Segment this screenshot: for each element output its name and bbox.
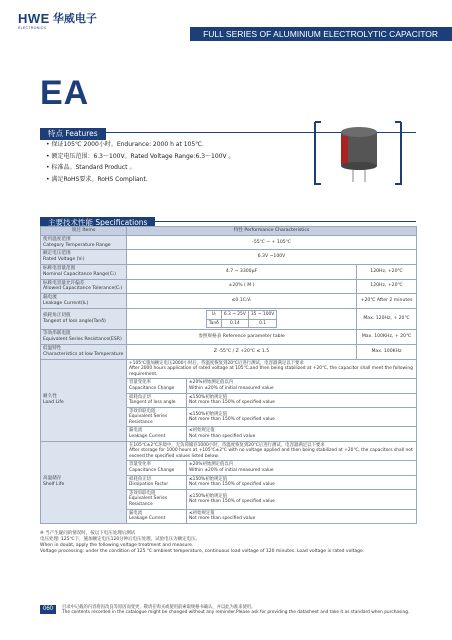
shelf-life-desc: 在105℃±2℃环境中，无负荷储存1000小时，待温度恢复到20℃后进行测试，电容器满足以下要求 After storage for 1000 hours at +105℃±2℃ with no voltage applied and then being stabilized at +20℃, the capacitors shall not exceed the specified values listed below. — [127, 441, 417, 461]
life-item: 等效串联电阻 Equivalent Series Resistance — [127, 489, 187, 509]
table-header-row — [41, 227, 417, 236]
row-label: 标称电容量范围 Nominal Capacitance Range(Cᵣ) — [41, 264, 127, 279]
row-condition: 120Hz, +20℃ — [357, 279, 417, 294]
inner-cell: 6.3 ~ 25V — [221, 310, 248, 319]
footer-text — [62, 605, 409, 615]
row-condition: Max. 100KHz, + 20℃ — [357, 330, 417, 345]
feature-item: • 标准品。Standard Product 。 — [46, 162, 234, 174]
row-value: 参照规格表 Reference parameter table — [127, 330, 357, 345]
footer-text-cn: 目录中记载的内容将因改良等原因而变更，敬请在购买或使用前索取规格书确认，并以此为准来使用。 — [62, 605, 256, 610]
spec-table — [40, 226, 417, 524]
specs-heading: 主要技术性能 Specifications — [40, 217, 155, 229]
row-label: 等效串联电阻 Equivalent Series Resistance(ESR) — [41, 330, 127, 345]
life-item: 损耗角正切 Tangent of loss angle — [127, 393, 187, 407]
col-char-header: 特性 Performance Characteristics — [127, 227, 417, 236]
table-row — [41, 344, 417, 359]
table-row — [41, 279, 417, 294]
load-life-desc: +105℃施加额定电压2000小时后，待温度恢复到20℃后进行测试，电容器满足以下要求 After 2000 hours application of rated voltage at 105℃,and then being stabilized at +20℃, the capacitor shall meet the following requirement. — [127, 359, 417, 379]
table-row — [41, 294, 417, 309]
table-row — [41, 308, 417, 330]
brand-sub: ELECTRONICS — [18, 26, 47, 30]
table-row — [41, 250, 417, 265]
row-value: Z -55℃ / Z +20℃ ≤ 1.5 — [127, 344, 357, 359]
note-line: Voltage processing: under the condition of 125 ℃ ambient temperature, continuous load voltage of 120 minutes. Load voltage is rated voltage. — [40, 549, 365, 554]
life-item: 损耗角正切 Dissipation Factor — [127, 475, 187, 489]
row-condition: +20℃ After 2 minutes — [357, 294, 417, 309]
inner-cell: 0.1 — [248, 319, 276, 328]
life-value: ≤150%初始规定值 Not more than 150% of specified value — [187, 407, 417, 427]
row-value — [127, 308, 357, 330]
spec-table-wrap — [40, 226, 416, 524]
features-heading: 特点 Features — [40, 128, 106, 140]
row-value: -55℃ ~ + 105℃ — [127, 235, 417, 250]
row-condition: Max. 100KHz — [357, 344, 417, 359]
inner-cell: 0.14 — [221, 319, 248, 328]
inner-cell: 35 ~ 100V — [248, 310, 276, 319]
row-label: 低温特性 Characteristics at low Temperature — [41, 344, 127, 359]
table-row — [41, 330, 417, 345]
row-condition: Max. 120Hz, + 20℃ — [357, 308, 417, 330]
series-banner — [190, 27, 452, 41]
tan-delta-table — [206, 310, 278, 329]
page-header — [0, 0, 452, 44]
capacitor-image — [313, 118, 403, 188]
table-row — [41, 359, 417, 379]
row-label: 额定电压范围 Rated Voltage (Vᵣ) — [41, 250, 127, 265]
row-value: ±20% ( M ) — [127, 279, 357, 294]
feature-item: • 保证105℃ 2000小时。Endurance: 2000 h at 105℃. — [46, 139, 234, 151]
feature-item: • 额定电压范围：6.3～100V。Rated Voltage Range:6.3～100V 。 — [46, 151, 234, 163]
brand-name: HWE — [18, 11, 50, 26]
life-value: ≤初始规定值 Not more than specified value — [187, 427, 417, 441]
life-item: 容量变化率 Capacitance Change — [127, 379, 187, 393]
series-banner-text: FULL SERIES OF ALUMINIUM ELECTROLYTIC CAPACITOR — [203, 29, 438, 39]
table-row — [41, 264, 417, 279]
inner-cell: Tanδ — [206, 319, 221, 328]
row-label: 漏电流 Leakage Current(Iʟ) — [41, 294, 127, 309]
feature-item: • 满足RoHS要求。RoHS Compliant. — [46, 174, 234, 186]
note-line: 电压处理: 125℃下，施加额定电压120分钟后电压处理，试验电压为额定电压。 — [40, 537, 201, 542]
notes — [40, 531, 416, 555]
life-item: 容量变化率 Capacitance Change — [127, 461, 187, 475]
row-label: 标称电容量允许偏差 Allowed Capacitance Tolerance(Cᵣ) — [41, 279, 127, 294]
row-label: 使用温度范围 Category Temperature Range — [41, 235, 127, 250]
note-line: ※ 当产生疑问的情况时，按以下电压处理后测试 — [40, 531, 136, 536]
note-line: When in doubt, apply the following voltage treatment and measure. — [40, 543, 194, 548]
table-row — [41, 235, 417, 250]
life-value: ≤初始规定值 Not more than specified value — [187, 509, 417, 523]
life-value: ≤150%初始规定值 Not more than 150% of specified value — [187, 489, 417, 509]
page-footer — [40, 605, 416, 615]
row-value: 6.3V ~100V — [127, 250, 417, 265]
features-list — [46, 139, 234, 185]
series-title: EA — [40, 74, 90, 112]
page-number: 060 — [40, 605, 56, 614]
life-item: 漏电流 Leakage Current — [127, 509, 187, 523]
footer-text-en: The contents recorded in the catalogue might be changed without any reminder.Please ask for providing the datasheet and take it as standard when purchasing. — [62, 610, 410, 615]
shelf-life-label: 高温储存 Shelf Life — [41, 441, 127, 523]
row-condition: 120Hz, +20℃ — [357, 264, 417, 279]
brand-logo — [18, 12, 97, 25]
row-value: 4.7 ~ 3300μF — [127, 264, 357, 279]
table-row — [41, 441, 417, 461]
life-value: ≤150%初始规定值 Not more than 150% of specified value — [187, 475, 417, 489]
load-life-label: 耐久性 Load Life — [41, 359, 127, 441]
inner-cell: Uᵣ — [206, 310, 221, 319]
row-label: 损耗角正切值 Tangent of loss angle(Tanδ) — [41, 308, 127, 330]
brand-name-cn: 华威电子 — [52, 12, 97, 25]
specs-section-bar — [40, 210, 416, 227]
col-item-header: 项目 Items — [41, 227, 127, 236]
life-value: ±20%初始测定值以内 Within ±20% of initial measured value — [187, 379, 417, 393]
life-item: 漏电流 Leakage Current — [127, 427, 187, 441]
life-value: ≤150%初始规定值 Not more than 150% of specified value — [187, 393, 417, 407]
row-value: ≤0.1CᵣVᵣ — [127, 294, 357, 309]
life-value: ±20%初始测定值以内 Within ±20% of initial measured value — [187, 461, 417, 475]
life-item: 等效串联电阻 Equivalent Series Resistance — [127, 407, 187, 427]
